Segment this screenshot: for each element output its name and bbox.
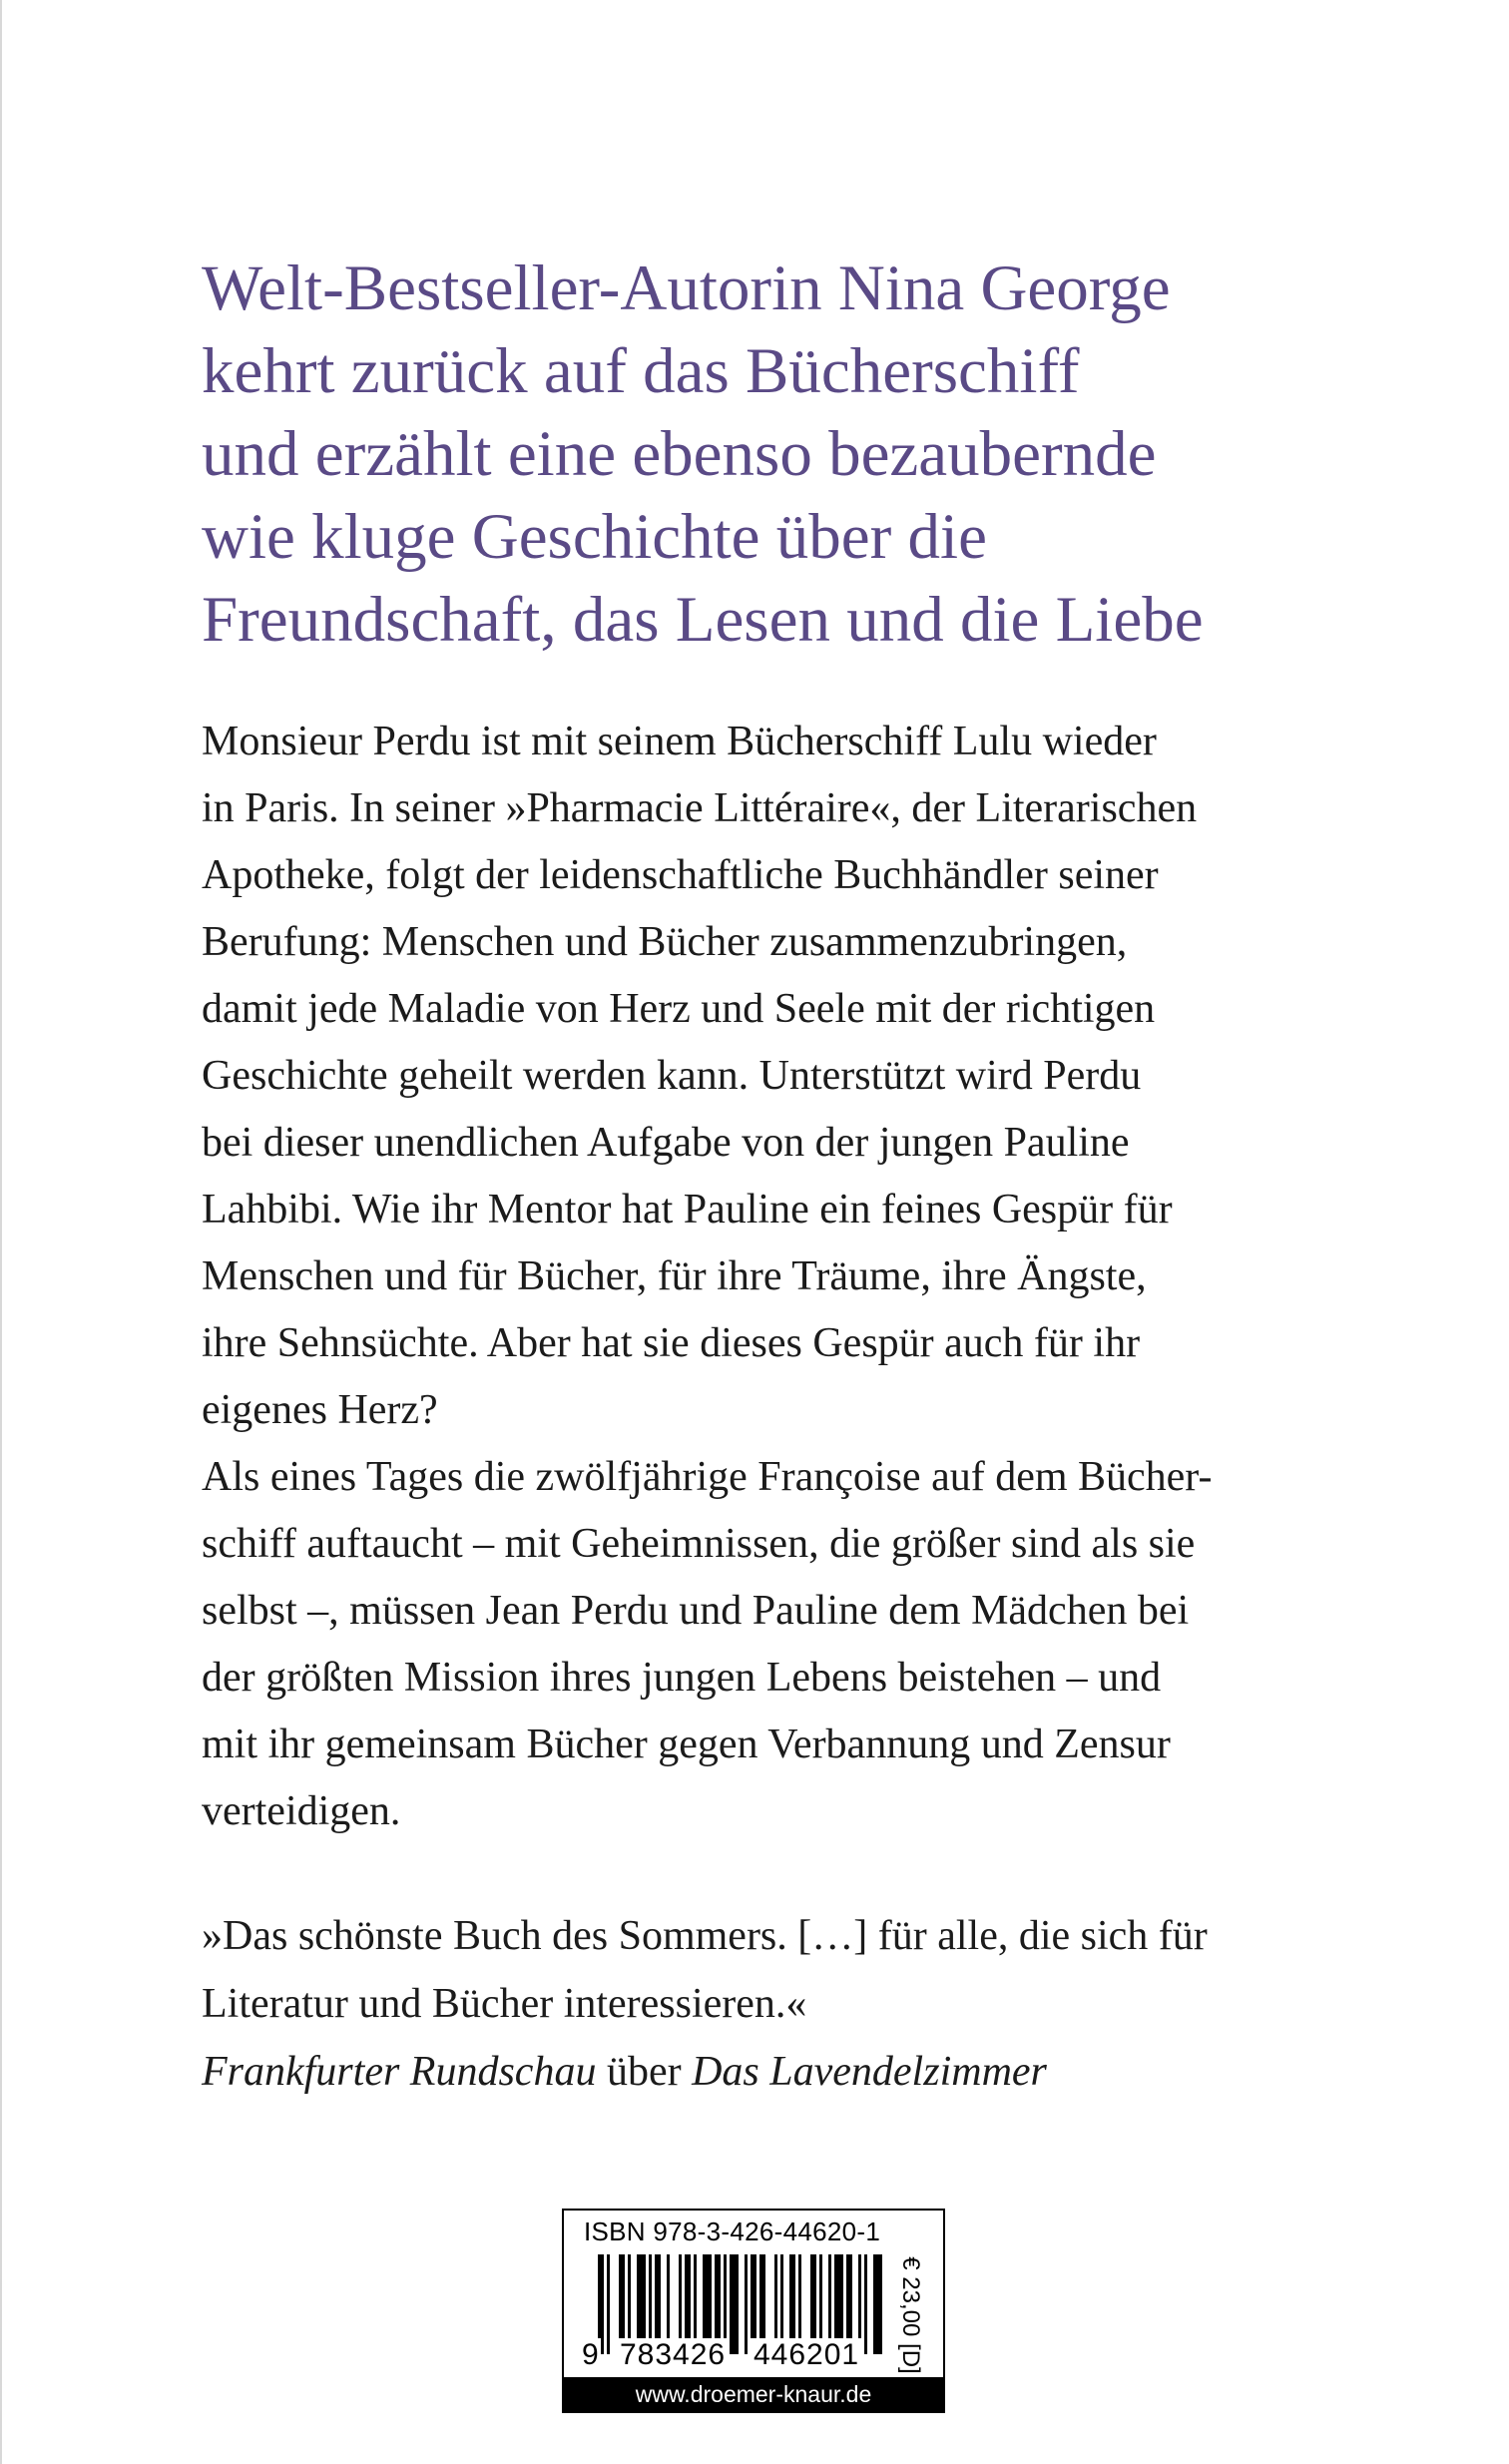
blurb-line: Lahbibi. Wie ihr Mentor hat Pauline ein feines Gespür für — [202, 1187, 1173, 1232]
blurb-line: selbst –, müssen Jean Perdu und Pauline dem Mädchen bei — [202, 1588, 1190, 1634]
quote-line: Literatur und Bücher interessieren.« — [202, 1981, 807, 2027]
blurb-line: damit jede Maladie von Herz und Seele mit der richtigen — [202, 986, 1156, 1032]
left-edge-line — [0, 0, 2, 2464]
blurb — [202, 709, 1339, 1845]
headline-line: Welt-Bestseller-Autorin Nina George — [202, 252, 1171, 324]
ean-left-group: 783426 — [616, 2338, 730, 2372]
blurb-line: Apotheke, folgt der leidenschaftliche Buchhändler seiner — [202, 852, 1159, 898]
ean-digits — [564, 2338, 893, 2376]
blurb-line: Berufung: Menschen und Bücher zusammenzubringen, — [202, 919, 1128, 965]
blurb-line: schiff auftaucht – mit Geheimnissen, die größer sind als sie — [202, 1521, 1196, 1567]
isbn-number: ISBN 978-3-426-44620-1 — [584, 2217, 881, 2246]
blurb-line: Menschen und für Bücher, für ihre Träume, ihre Ängste, — [202, 1253, 1147, 1299]
blurb-line: Monsieur Perdu ist mit seinem Bücherschiff Lulu wieder — [202, 719, 1157, 764]
price-text: € 23,00 [D] — [897, 2256, 924, 2374]
blurb-line: verteidigen. — [202, 1788, 401, 1834]
blurb-line: mit ihr gemeinsam Bücher gegen Verbannung und Zensur — [202, 1722, 1171, 1767]
barcode-box — [562, 2209, 945, 2413]
quote-connector: über — [596, 2049, 693, 2095]
headline — [202, 247, 1339, 662]
ean-first-digit: 9 — [582, 2338, 599, 2371]
quote-book-title: Das Lavendelzimmer — [692, 2049, 1047, 2095]
headline-line: Freundschaft, das Lesen und die Liebe — [202, 584, 1204, 656]
quote-source — [202, 2038, 1339, 2106]
headline-line: wie kluge Geschichte über die — [202, 501, 987, 573]
ean-right-group: 446201 — [750, 2338, 863, 2372]
publisher-url: www.droemer-knaur.de — [564, 2377, 943, 2411]
quote-line: »Das schönste Buch des Sommers. […] für alle, die sich für — [202, 1913, 1208, 1959]
press-quote — [202, 1902, 1339, 2106]
blurb-line: in Paris. In seiner »Pharmacie Littéraire«, der Literarischen — [202, 785, 1198, 831]
headline-line: kehrt zurück auf das Bücherschiff — [202, 335, 1080, 407]
blurb-line: Geschichte geheilt werden kann. Unterstützt wird Perdu — [202, 1053, 1142, 1099]
quote-publication: Frankfurter Rundschau — [202, 2049, 597, 2095]
blurb-line: bei dieser unendlichen Aufgabe von der jungen Pauline — [202, 1120, 1130, 1166]
blurb-line: der größten Mission ihres jungen Lebens beistehen – und — [202, 1655, 1162, 1701]
blurb-line: eigenes Herz? — [202, 1387, 438, 1433]
blurb-line: Als eines Tages die zwölfjährige Françoise auf dem Bücher- — [202, 1454, 1213, 1500]
blurb-line: ihre Sehnsüchte. Aber hat sie dieses Gespür auch für ihr — [202, 1320, 1141, 1366]
price-label — [888, 2256, 932, 2374]
headline-line: und erzählt eine ebenso bezaubernde — [202, 418, 1157, 490]
